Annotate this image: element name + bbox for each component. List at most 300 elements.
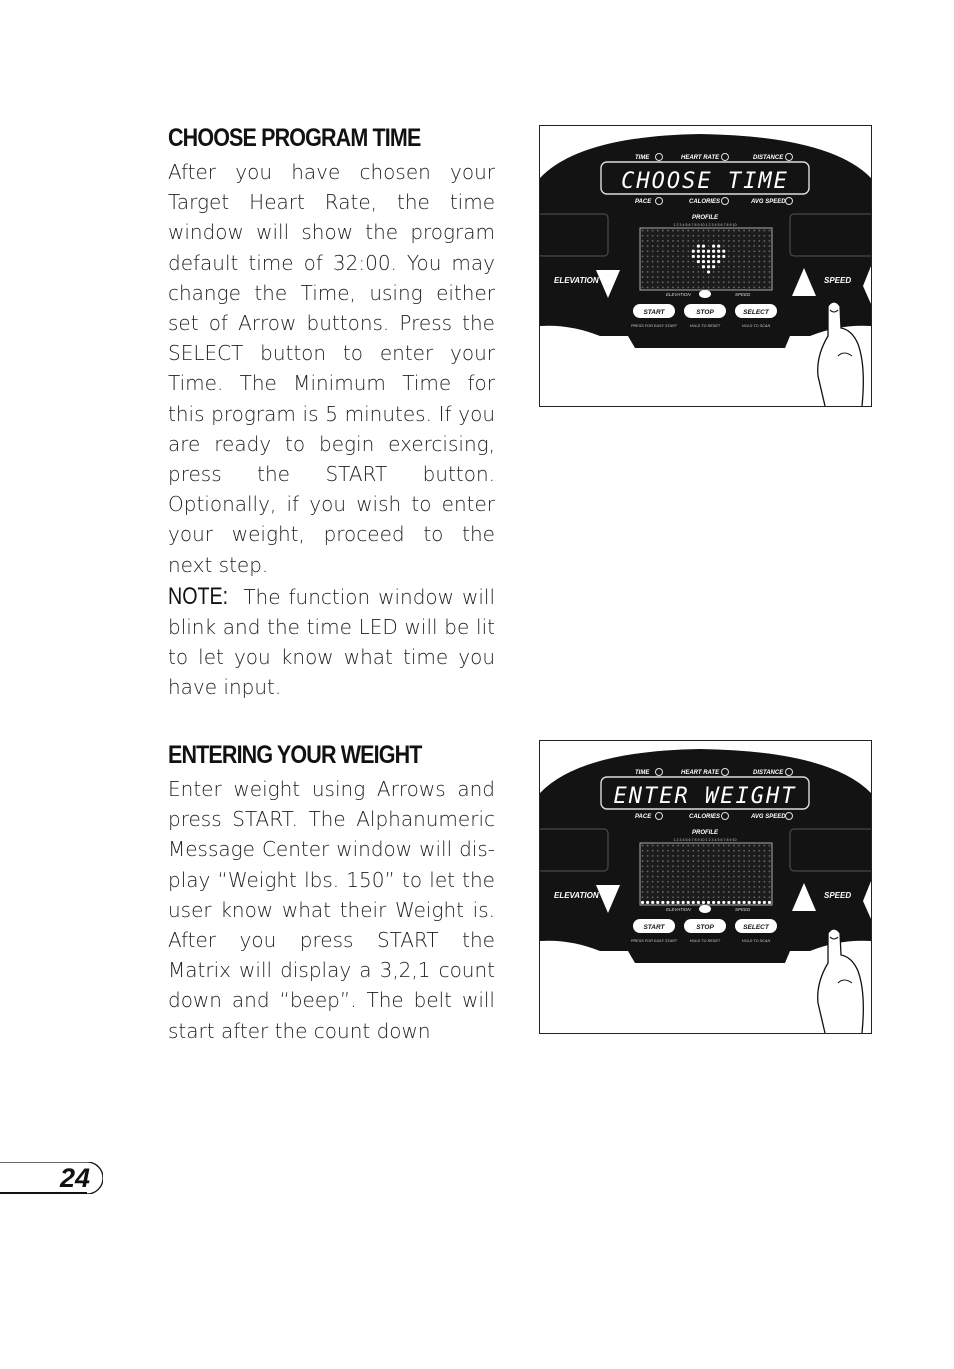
matrix-dot (748, 230, 750, 232)
matrix-dot (718, 266, 720, 268)
matrix-dot (647, 245, 649, 247)
matrix-dot (672, 230, 674, 232)
matrix-dot (677, 287, 679, 289)
matrix-dot (717, 250, 720, 253)
matrix-dot (712, 244, 715, 247)
matrix-dot (748, 881, 750, 883)
matrix-dot (718, 240, 720, 242)
matrix-dot (733, 871, 735, 873)
matrix-dot (769, 281, 771, 283)
matrix-dot (677, 891, 679, 893)
matrix-dot (692, 276, 694, 278)
matrix-dot (682, 230, 684, 232)
matrix-dot (682, 855, 684, 857)
matrix-elevation-label: ELEVATION (666, 292, 691, 297)
matrix-dot (758, 235, 760, 237)
matrix-dot (718, 886, 720, 888)
matrix-dot (703, 235, 705, 237)
select-button-hint: HOLD TO SCAN (741, 939, 771, 943)
matrix-dot (708, 287, 710, 289)
matrix-dot (748, 256, 750, 258)
matrix-dot (672, 855, 674, 857)
distance-led-label: DISTANCE (753, 155, 784, 161)
matrix-dot (652, 845, 654, 847)
matrix-dot (657, 865, 659, 867)
stop-button-label: STOP (696, 309, 714, 316)
matrix-dot (753, 871, 755, 873)
matrix-dot (697, 235, 699, 237)
matrix-dot (708, 896, 710, 898)
matrix-dot (723, 845, 725, 847)
matrix-dot (763, 256, 765, 258)
matrix-dot (642, 876, 644, 878)
matrix-dot (753, 886, 755, 888)
matrix-dot (718, 845, 720, 847)
matrix-dot (662, 276, 664, 278)
matrix-dot (672, 845, 674, 847)
matrix-dot (652, 865, 654, 867)
matrix-dot (743, 855, 745, 857)
matrix-dot (647, 230, 649, 232)
matrix-dot (748, 876, 750, 878)
matrix-dot (692, 240, 694, 242)
matrix-dot (647, 865, 649, 867)
matrix-dot (697, 240, 699, 242)
matrix-dot (677, 886, 679, 888)
matrix-dot (707, 270, 710, 273)
matrix-dot (733, 245, 735, 247)
matrix-dot (692, 271, 694, 273)
section-paragraph: Enter weight using Arrows and press START. The Alphanumeric Message Center window will dis-play “Weight lbs. 150” to let the user know what their Weight is. After you press START the Matrix will display a 3,2,1 count down and “beep”. The belt will start after the count down (168, 777, 495, 1043)
start-button-label: START (643, 309, 665, 316)
matrix-dot (758, 266, 760, 268)
logo-badge (699, 905, 711, 913)
matrix-dot (728, 881, 730, 883)
matrix-dot (763, 871, 765, 873)
speed-label: SPEED (824, 891, 852, 900)
matrix-dot (753, 235, 755, 237)
matrix-dot (677, 245, 679, 247)
matrix-dot (682, 876, 684, 878)
matrix-dot (667, 855, 669, 857)
profile-label: PROFILE (691, 830, 719, 836)
matrix-dot (692, 266, 694, 268)
matrix-dot (748, 287, 750, 289)
matrix-dot (677, 261, 679, 263)
matrix-dot (682, 240, 684, 242)
matrix-dot (661, 901, 664, 904)
matrix-dot (728, 250, 730, 252)
matrix-dot (682, 865, 684, 867)
matrix-dot (682, 250, 684, 252)
matrix-dot (708, 881, 710, 883)
matrix-dot (702, 255, 705, 258)
matrix-dot (748, 240, 750, 242)
matrix-dot (672, 235, 674, 237)
matrix-dot (728, 860, 730, 862)
matrix-dot (642, 245, 644, 247)
matrix-dot (733, 845, 735, 847)
matrix-dot (672, 245, 674, 247)
profile-label: PROFILE (691, 215, 719, 221)
matrix-dot (738, 886, 740, 888)
matrix-dot (652, 281, 654, 283)
matrix-dot (647, 261, 649, 263)
matrix-dot (769, 235, 771, 237)
matrix-dot (687, 871, 689, 873)
matrix-dot (728, 871, 730, 873)
matrix-dot (647, 276, 649, 278)
matrix-dot (697, 881, 699, 883)
matrix-dot (769, 230, 771, 232)
matrix-dot (667, 250, 669, 252)
matrix-dot (753, 855, 755, 857)
matrix-dot (769, 250, 771, 252)
time-led-label: TIME (635, 155, 650, 161)
matrix-dot (697, 255, 700, 258)
matrix-dot (769, 287, 771, 289)
matrix-dot (738, 245, 740, 247)
matrix-dot (687, 901, 690, 904)
matrix-dot (743, 230, 745, 232)
matrix-dot (662, 281, 664, 283)
matrix-dot (687, 235, 689, 237)
matrix-dot (657, 266, 659, 268)
matrix-dot (682, 245, 684, 247)
avg-speed-led-label: AVG SPEED (751, 199, 786, 205)
column-numbers: 1 2 3 4 5 6 7 8 9 10 1 2 3 4 5 6 7 8 9 10 (673, 838, 737, 842)
matrix-dot (769, 850, 771, 852)
matrix-dot (748, 865, 750, 867)
heart-rate-led-label: HEART RATE (681, 155, 720, 161)
matrix-dot (647, 235, 649, 237)
matrix-dot (697, 244, 700, 247)
matrix-dot (717, 255, 720, 258)
matrix-dot (713, 896, 715, 898)
start-button-label: START (643, 924, 665, 931)
matrix-dot (667, 886, 669, 888)
matrix-dot (692, 871, 694, 873)
matrix-dot (677, 850, 679, 852)
matrix-dot (748, 250, 750, 252)
matrix-dot (651, 901, 654, 904)
start-button-hint: PRESS FOR EASY START (630, 939, 678, 943)
matrix-dot (753, 256, 755, 258)
matrix-dot (713, 855, 715, 857)
matrix-dot (667, 235, 669, 237)
matrix-dot (748, 860, 750, 862)
matrix-dot (743, 245, 745, 247)
matrix-dot (748, 886, 750, 888)
matrix-dot (728, 850, 730, 852)
matrix-dot (769, 266, 771, 268)
matrix-dot (758, 240, 760, 242)
matrix-dot (708, 855, 710, 857)
matrix-dot (769, 271, 771, 273)
matrix-dot (657, 855, 659, 857)
matrix-dot (647, 266, 649, 268)
matrix-dot (642, 281, 644, 283)
matrix-dot (718, 281, 720, 283)
matrix-dot (738, 845, 740, 847)
matrix-dot (662, 256, 664, 258)
matrix-dot (642, 235, 644, 237)
matrix-dot (712, 260, 715, 263)
console-figure-enter-weight (539, 740, 872, 1034)
speed-label: SPEED (824, 276, 852, 285)
matrix-dot (708, 281, 710, 283)
matrix-dot (662, 896, 664, 898)
matrix-dot (702, 901, 705, 904)
matrix-dot (652, 276, 654, 278)
matrix-dot (662, 261, 664, 263)
note-paragraph (168, 582, 495, 703)
pace-led-label: PACE (635, 814, 652, 820)
matrix-dot (753, 250, 755, 252)
matrix-dot (687, 886, 689, 888)
matrix-dot (743, 240, 745, 242)
matrix-dot (738, 865, 740, 867)
matrix-dot (682, 891, 684, 893)
matrix-dot (708, 235, 710, 237)
matrix-dot (718, 276, 720, 278)
matrix-dot (768, 901, 771, 904)
stop-button-label: STOP (696, 924, 714, 931)
matrix-dot (723, 276, 725, 278)
matrix-dot (646, 901, 649, 904)
matrix-dot (657, 886, 659, 888)
matrix-dot (703, 865, 705, 867)
matrix-dot (657, 860, 659, 862)
matrix-dot (733, 261, 735, 263)
matrix-dot (647, 860, 649, 862)
matrix-dot (697, 271, 699, 273)
matrix-dot (672, 896, 674, 898)
matrix-dot (748, 896, 750, 898)
matrix-dot (677, 266, 679, 268)
matrix-dot (763, 245, 765, 247)
matrix-dot (677, 281, 679, 283)
matrix-dot (732, 901, 735, 904)
matrix-dot (758, 855, 760, 857)
matrix-dot (748, 891, 750, 893)
pace-led-label: PACE (635, 199, 652, 205)
matrix-dot (763, 235, 765, 237)
matrix-dot (662, 235, 664, 237)
matrix-dot (733, 860, 735, 862)
matrix-dot (697, 250, 700, 253)
matrix-dot (763, 845, 765, 847)
matrix-dot (662, 881, 664, 883)
matrix-dot (682, 845, 684, 847)
matrix-dot (647, 896, 649, 898)
matrix-dot (733, 271, 735, 273)
matrix-dot (652, 896, 654, 898)
matrix-dot (672, 256, 674, 258)
matrix-dot (687, 891, 689, 893)
matrix-dot (738, 881, 740, 883)
matrix-dot (667, 865, 669, 867)
matrix-dot (753, 271, 755, 273)
matrix-dot (707, 265, 710, 268)
matrix-dot (687, 896, 689, 898)
calories-led-label: CALORIES (689, 199, 721, 205)
matrix-dot (662, 287, 664, 289)
matrix-dot (738, 276, 740, 278)
matrix-dot (769, 256, 771, 258)
matrix-dot (743, 845, 745, 847)
matrix-dot (642, 871, 644, 873)
matrix-dot (657, 281, 659, 283)
matrix-dot (692, 230, 694, 232)
matrix-dot (733, 891, 735, 893)
matrix-dot (702, 250, 705, 253)
matrix-dot (753, 281, 755, 283)
matrix-dot (672, 281, 674, 283)
matrix-dot (662, 891, 664, 893)
heart-rate-led-label: HEART RATE (681, 770, 720, 776)
matrix-dot (677, 876, 679, 878)
matrix-dot (672, 261, 674, 263)
matrix-dot (647, 850, 649, 852)
matrix-dot (763, 230, 765, 232)
matrix-dot (703, 271, 705, 273)
matrix-dot (662, 271, 664, 273)
matrix-dot (763, 266, 765, 268)
matrix-dot (667, 245, 669, 247)
matrix-dot (708, 865, 710, 867)
matrix-dot (647, 281, 649, 283)
matrix-dot (667, 850, 669, 852)
matrix-dot (718, 850, 720, 852)
matrix-dot (748, 281, 750, 283)
matrix-dot (727, 901, 730, 904)
matrix-dot (723, 855, 725, 857)
matrix-dot (703, 850, 705, 852)
matrix-dot (682, 266, 684, 268)
matrix-dot (723, 266, 725, 268)
matrix-dot (677, 881, 679, 883)
matrix-dot (758, 876, 760, 878)
console-illustration (540, 126, 871, 406)
matrix-dot (687, 245, 689, 247)
matrix-dot (667, 256, 669, 258)
matrix-dot (662, 865, 664, 867)
matrix-dot (738, 235, 740, 237)
matrix-dot (753, 881, 755, 883)
matrix-dot (677, 865, 679, 867)
matrix-dot (743, 886, 745, 888)
matrix-dot (713, 871, 715, 873)
matrix-dot (713, 881, 715, 883)
matrix-dot (763, 855, 765, 857)
matrix-dot (769, 860, 771, 862)
matrix-dot (687, 881, 689, 883)
matrix-dot (708, 245, 710, 247)
matrix-dot (692, 901, 695, 904)
matrix-dot (667, 876, 669, 878)
matrix-dot (692, 855, 694, 857)
matrix-dot (758, 276, 760, 278)
matrix-dot (703, 230, 705, 232)
matrix-dot (753, 261, 755, 263)
matrix-dot (713, 860, 715, 862)
matrix-dot (728, 281, 730, 283)
matrix-dot (677, 896, 679, 898)
matrix-dot (697, 860, 699, 862)
matrix-dot (758, 250, 760, 252)
matrix-dot (642, 881, 644, 883)
matrix-dot (652, 266, 654, 268)
matrix-dot (652, 256, 654, 258)
matrix-dot (692, 850, 694, 852)
matrix-dot (667, 240, 669, 242)
matrix-dot (712, 901, 715, 904)
matrix-dot (677, 240, 679, 242)
matrix-dot (758, 881, 760, 883)
matrix-dot (662, 240, 664, 242)
matrix-dot (647, 855, 649, 857)
matrix-dot (666, 901, 669, 904)
matrix-dot (682, 281, 684, 283)
matrix-speed-label: SPEED (735, 292, 751, 297)
matrix-dot (657, 871, 659, 873)
matrix-dot (722, 901, 725, 904)
matrix-dot (708, 850, 710, 852)
matrix-dot (763, 891, 765, 893)
matrix-dot (652, 860, 654, 862)
matrix-dot (758, 850, 760, 852)
matrix-dot (652, 881, 654, 883)
matrix-dot (763, 271, 765, 273)
matrix-dot (682, 896, 684, 898)
matrix-dot (702, 260, 705, 263)
matrix-dot (697, 865, 699, 867)
matrix-dot (733, 230, 735, 232)
matrix-dot (692, 896, 694, 898)
matrix-dot (743, 287, 745, 289)
matrix-dot (687, 865, 689, 867)
matrix-dot (738, 261, 740, 263)
matrix-dot (703, 860, 705, 862)
matrix-dot (672, 271, 674, 273)
matrix-dot (642, 250, 644, 252)
matrix-dot (723, 896, 725, 898)
matrix-dot (647, 287, 649, 289)
matrix-dot (652, 850, 654, 852)
matrix-dot (697, 855, 699, 857)
matrix-dot (722, 255, 725, 258)
matrix-dot (652, 886, 654, 888)
matrix-dot (769, 865, 771, 867)
matrix-dot (657, 240, 659, 242)
matrix-dot (652, 250, 654, 252)
matrix-dot (728, 845, 730, 847)
matrix-dot (733, 266, 735, 268)
matrix-dot (647, 256, 649, 258)
matrix-dot (723, 871, 725, 873)
matrix-dot (682, 850, 684, 852)
elevation-label: ELEVATION (554, 891, 599, 900)
matrix-dot (652, 271, 654, 273)
matrix-dot (682, 881, 684, 883)
matrix-dot (677, 276, 679, 278)
matrix-dot (672, 871, 674, 873)
matrix-dot (687, 240, 689, 242)
matrix-dot (753, 865, 755, 867)
matrix-dot (703, 855, 705, 857)
matrix-dot (652, 235, 654, 237)
